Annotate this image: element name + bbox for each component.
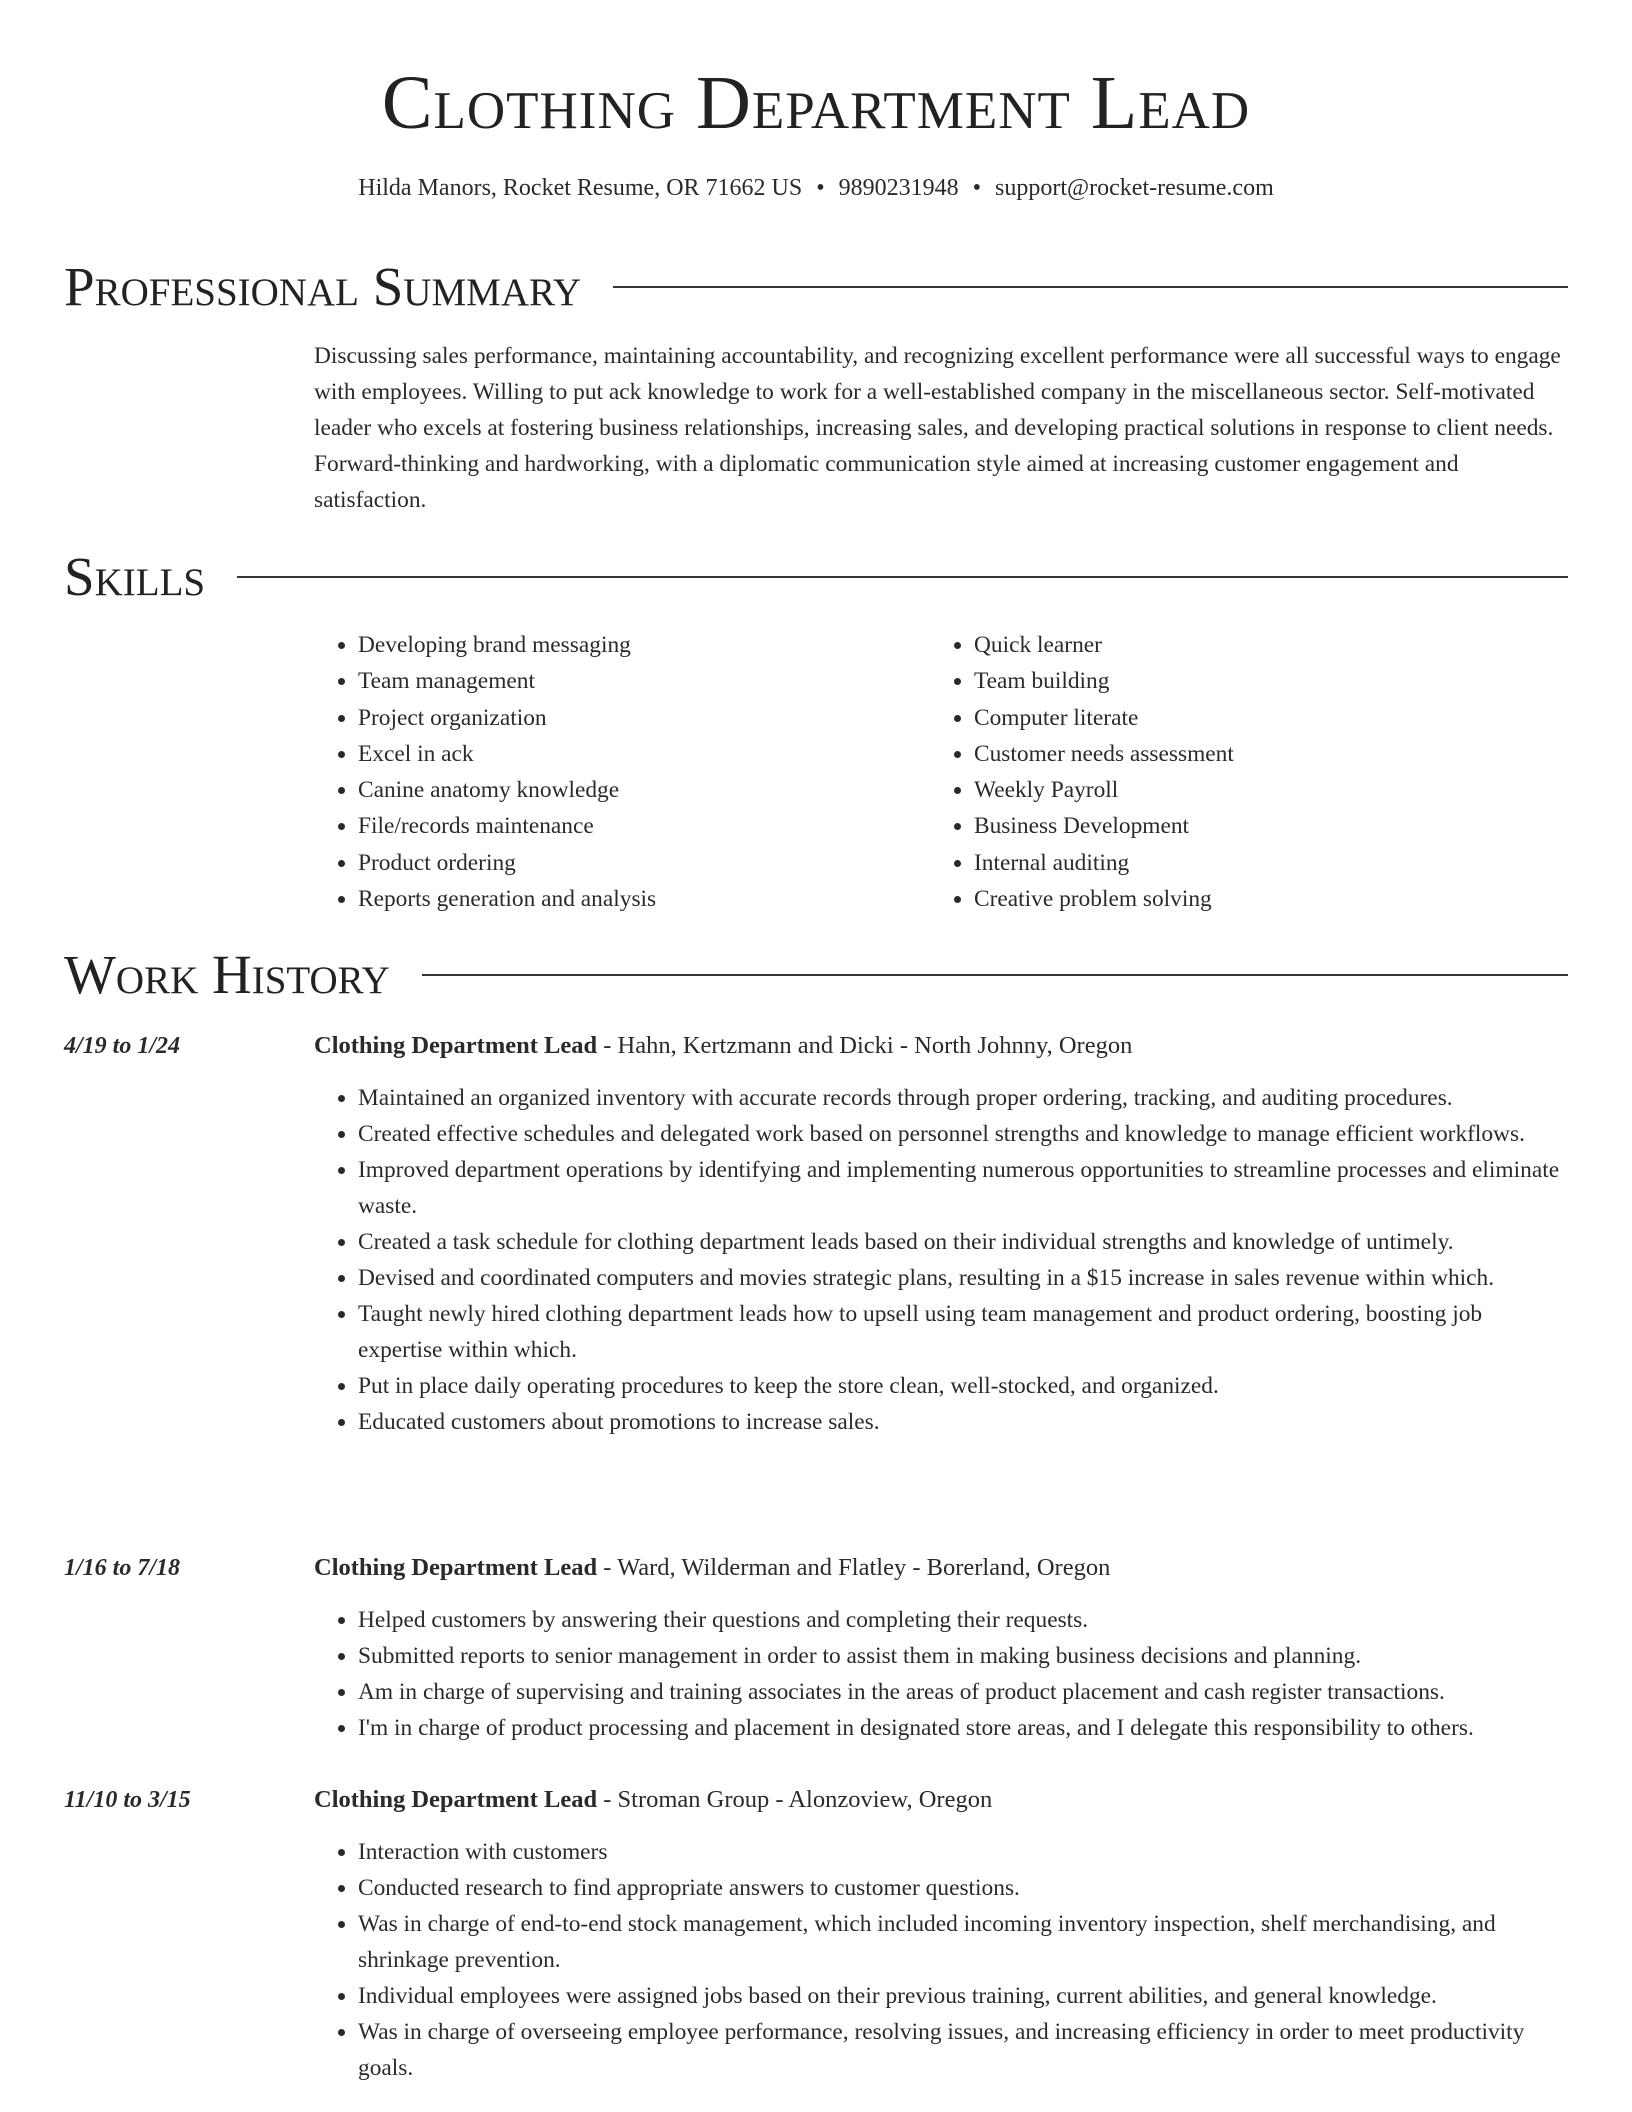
job-bullet: • I'm in charge of product processing and placement in designated store areas, and I delegate this responsibility to others.	[358, 1710, 1568, 1746]
summary-section-header	[64, 254, 1568, 320]
skill-item: • Creative problem solving	[974, 881, 1574, 917]
job-employer: - Stroman Group - Alonzoview, Oregon	[597, 1786, 993, 1813]
job-bullet: • Maintained an organized inventory with accurate records through proper ordering, tracking, and auditing procedures.	[358, 1080, 1568, 1116]
job-bullet: • Was in charge of end-to-end stock management, which included incoming inventory inspection, shelf merchandising, and shrinkage prevention.	[358, 1906, 1568, 1978]
job-bullet: • Was in charge of overseeing employee performance, resolving issues, and increasing efficiency in order to meet productivity goals.	[358, 2014, 1568, 2086]
section-divider	[237, 576, 1568, 578]
job-bullet: • Improved department operations by identifying and implementing numerous opportunities to streamline processes and eliminate waste.	[358, 1152, 1568, 1224]
job-bullet: • Taught newly hired clothing department leads how to upsell using team management and product ordering, boosting job expertise within which.	[358, 1296, 1568, 1368]
skill-item: • Team management	[358, 663, 918, 699]
work-heading: Work History	[64, 944, 390, 1005]
skill-item: • Reports generation and analysis	[358, 881, 918, 917]
job-bullet: • Am in charge of supervising and training associates in the areas of product placement and cash register transactions.	[358, 1674, 1568, 1710]
skill-item: • Developing brand messaging	[358, 627, 918, 663]
skill-item: • Excel in ack	[358, 736, 918, 772]
skills-section-header	[64, 544, 1568, 610]
contact-separator: •	[972, 175, 982, 201]
skill-item: • Computer literate	[974, 700, 1574, 736]
job-bullet: • Put in place daily operating procedures to keep the store clean, well-stocked, and organized.	[358, 1368, 1568, 1404]
job-bullet-list	[314, 1834, 1568, 2086]
contact-email[interactable]: support@rocket-resume.com	[995, 175, 1274, 201]
skill-item: • Project organization	[358, 700, 918, 736]
job-bullet: • Educated customers about promotions to increase sales.	[358, 1404, 1568, 1440]
contact-line	[0, 172, 1632, 204]
summary-heading: Professional Summary	[64, 256, 582, 317]
skill-item: • Canine anatomy knowledge	[358, 772, 918, 808]
job-employer: - Ward, Wilderman and Flatley - Borerland, Oregon	[597, 1554, 1111, 1581]
job-bullet: • Created effective schedules and delegated work based on personnel strengths and knowledge to manage efficient workflows.	[358, 1116, 1568, 1152]
skill-item: • Internal auditing	[974, 845, 1574, 881]
job-bullet: • Created a task schedule for clothing department leads based on their individual strengths and knowledge of untimely.	[358, 1224, 1568, 1260]
skill-item: • Customer needs assessment	[974, 736, 1574, 772]
contact-separator: •	[816, 175, 825, 201]
job-dates: 1/16 to 7/18	[64, 1555, 181, 1581]
job-bullet: • Helped customers by answering their questions and completing their requests.	[358, 1602, 1568, 1638]
section-divider	[422, 974, 1568, 976]
job-bullet: • Devised and coordinated computers and movies strategic plans, resulting in a $15 increase in sales revenue within which.	[358, 1260, 1568, 1296]
skills-list-left	[314, 627, 918, 917]
job-bullet-list	[314, 1602, 1568, 1746]
job-heading	[314, 1784, 992, 1816]
skills-list-right	[930, 627, 1574, 917]
summary-text: Discussing sales performance, maintaining accountability, and recognizing excellent performance were all successful ways to engage with employees. Willing to put ack knowledge to work for a well-established company in the miscellaneous sector. Self-motivated leader who excels at fostering business relationships, increasing sales, and developing practical solutions in response to client needs. Forward-thinking and hardworking, with a diplomatic communication style aimed at increasing customer engagement and satisfaction.	[314, 343, 1561, 513]
resume-title: Clothing Department Lead	[381, 61, 1251, 145]
skill-item: • Team building	[974, 663, 1574, 699]
job-bullet: • Conducted research to find appropriate answers to customer questions.	[358, 1870, 1568, 1906]
job-bullet: • Individual employees were assigned jobs based on their previous training, current abilities, and general knowledge.	[358, 1978, 1568, 2014]
section-divider	[613, 286, 1568, 288]
job-bullet: • Submitted reports to senior management in order to assist them in making business decisions and planning.	[358, 1638, 1568, 1674]
skills-heading: Skills	[64, 546, 206, 607]
job-heading	[314, 1030, 1132, 1062]
contact-address: Hilda Manors, Rocket Resume, OR 71662 US	[358, 175, 803, 201]
skill-item: • Weekly Payroll	[974, 772, 1574, 808]
job-title: Clothing Department Lead	[314, 1554, 598, 1581]
job-employer: - Hahn, Kertzmann and Dicki - North Johnny, Oregon	[597, 1032, 1133, 1059]
job-dates: 4/19 to 1/24	[64, 1033, 181, 1059]
skill-item: • Product ordering	[358, 845, 918, 881]
skill-item: • Business Development	[974, 808, 1574, 844]
job-dates: 11/10 to 3/15	[64, 1787, 191, 1813]
job-bullet-list	[314, 1080, 1568, 1440]
contact-phone: 9890231948	[838, 175, 959, 201]
job-bullet: • Interaction with customers	[358, 1834, 1568, 1870]
job-heading	[314, 1552, 1110, 1584]
skill-item: • File/records maintenance	[358, 808, 918, 844]
work-section-header	[64, 942, 1568, 1008]
job-title: Clothing Department Lead	[314, 1032, 598, 1059]
job-title: Clothing Department Lead	[314, 1786, 598, 1813]
skill-item: • Quick learner	[974, 627, 1574, 663]
